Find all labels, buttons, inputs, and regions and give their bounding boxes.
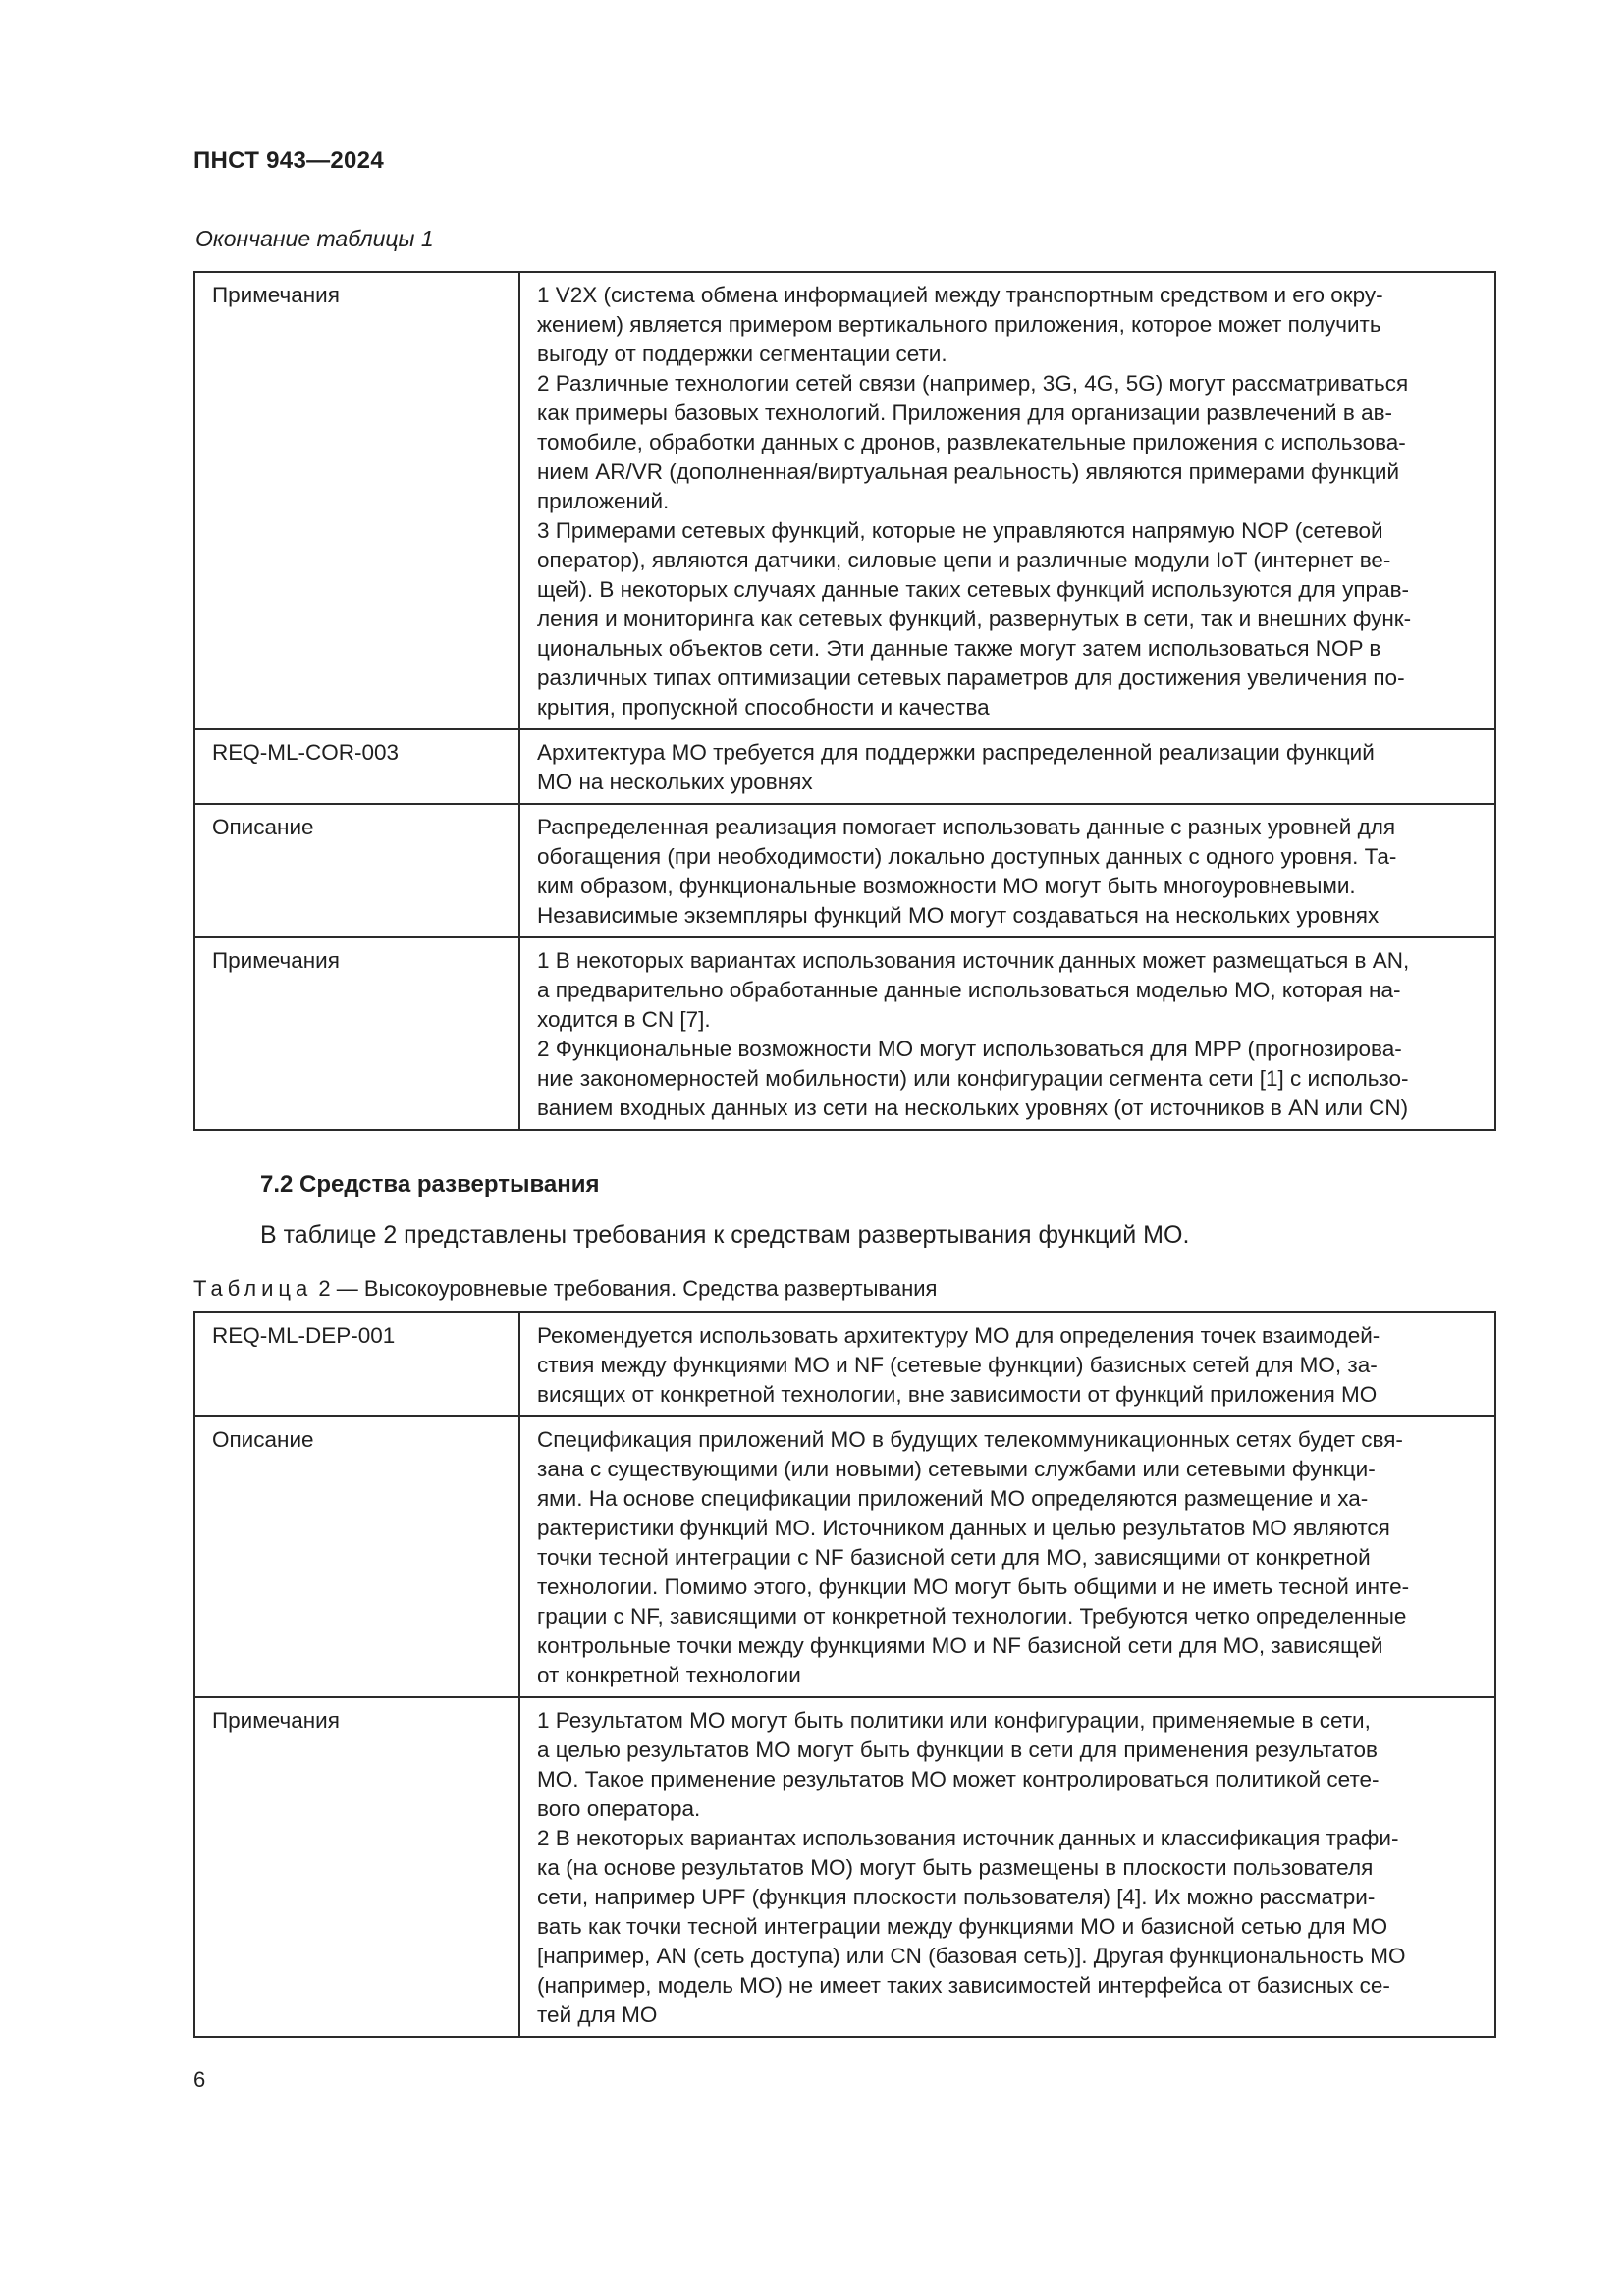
row-label: Описание — [194, 804, 519, 937]
row-label: REQ-ML-COR-003 — [194, 729, 519, 804]
table2-caption-rest: 2 — Высокоуровневые требования. Средства развертывания — [312, 1276, 938, 1301]
row-text: Рекомендуется использовать архитектуру МО для определения точек взаимодей- ствия между функциями МО и NF (сетевые функции) базисных сетей для МО, за- висящих от конкретной технологии, вне зависимости от функций приложения МО — [519, 1312, 1495, 1416]
row-text: 1 V2X (система обмена информацией между транспортным средством и его окру- жением) является примером вертикального приложения, которое может получить выгоду от поддержки сегментации сети. 2 Различные технологии сетей связи (например, 3G, 4G, 5G) могут рассматриваться как примеры базовых технологий. Приложения для организации развлечений в ав- томобиле, обработки данных с дронов, развлекательные приложения с использова- нием AR/VR (дополненная/виртуальная реальность) являются примерами функций приложений. 3 Примерами сетевых функций, которые не управляются напрямую NOP (сетевой оператор), являются датчики, силовые цепи и различные модули IoT (интернет ве- щей). В некоторых случаях данные таких сетевых функций используются для управ- ления и мониторинга как сетевых функций, развернутых в сети, так и внешних функ- циональных объектов сети. Эти данные также могут затем использоваться NOP в различных типах оптимизации сетевых параметров для достижения увеличения по- крытия, пропускной способности и качества — [519, 272, 1495, 729]
row-label: Примечания — [194, 937, 519, 1130]
row-label: REQ-ML-DEP-001 — [194, 1312, 519, 1416]
table-row — [194, 937, 1495, 1130]
row-label: Примечания — [194, 1697, 519, 2037]
row-text: 1 В некоторых вариантах использования источник данных может размещаться в AN, а предварительно обработанные данные использоваться моделью МО, которая на- ходится в CN [7]. 2 Функциональные возможности МО могут использоваться для MPP (прогнозирова- ние закономерностей мобильности) или конфигурации сегмента сети [1] с использо- ванием входных данных из сети на нескольких уровнях (от источников в AN или CN) — [519, 937, 1495, 1130]
table-row — [194, 804, 1495, 937]
table-row — [194, 1416, 1495, 1697]
document-code: ПНСТ 943—2024 — [193, 147, 384, 174]
row-text: Распределенная реализация помогает использовать данные с разных уровней для обогащения (при необходимости) локально доступных данных с одного уровня. Та- ким образом, функциональные возможности МО могут быть многоуровневыми. Независимые экземпляры функций МО могут создаваться на нескольких уровнях — [519, 804, 1495, 937]
table2-caption-prefix: Таблица — [193, 1276, 313, 1301]
row-label: Описание — [194, 1416, 519, 1697]
table1-caption: Окончание таблицы 1 — [195, 226, 434, 251]
row-text: Архитектура МО требуется для поддержки распределенной реализации функций МО на нескольких уровнях — [519, 729, 1495, 804]
row-label: Примечания — [194, 272, 519, 729]
row-text: 1 Результатом МО могут быть политики или конфигурации, применяемые в сети, а целью результатов МО могут быть функции в сети для применения результатов МО. Такое применение результатов МО может контролироваться политикой сете- вого оператора. 2 В некоторых вариантах использования источник данных и классификация трафи- ка (на основе результатов МО) могут быть размещены в плоскости пользователя сети, например UPF (функция плоскости пользователя) [4]. Их можно рассматри- вать как точки тесной интеграции между функциями МО и базисной сетью для МО [например, AN (сеть доступа) или CN (базовая сеть)]. Другая функциональность МО (например, модель МО) не имеет таких зависимостей интерфейса от базисных се- тей для МО — [519, 1697, 1495, 2037]
table2-caption — [193, 1276, 937, 1302]
row-text: Спецификация приложений МО в будущих телекоммуникационных сетях будет свя- зана с существующими (или новыми) сетевыми службами или сетевыми функци- ями. На основе спецификации приложений МО определяются размещение и ха- рактеристики функций МО. Источником данных и целью результатов МО являются точки тесной интеграции с NF базисной сети для МО, зависящими от конкретной технологии. Помимо этого, функции МО могут быть общими и не иметь тесной инте- грации с NF, зависящими от конкретной технологии. Требуются четко определенные контрольные точки между функциями МО и NF базисной сети для МО, зависящей от конкретной технологии — [519, 1416, 1495, 1697]
table-row — [194, 729, 1495, 804]
page-number: 6 — [193, 2067, 206, 2092]
table-row — [194, 1697, 1495, 2037]
section-heading: 7.2 Средства развертывания — [260, 1171, 600, 1198]
table1 — [193, 271, 1496, 1131]
table-row — [194, 272, 1495, 729]
table-row — [194, 1312, 1495, 1416]
table2 — [193, 1311, 1496, 2038]
section-intro: В таблице 2 представлены требования к средствам развертывания функций МО. — [260, 1221, 1190, 1249]
